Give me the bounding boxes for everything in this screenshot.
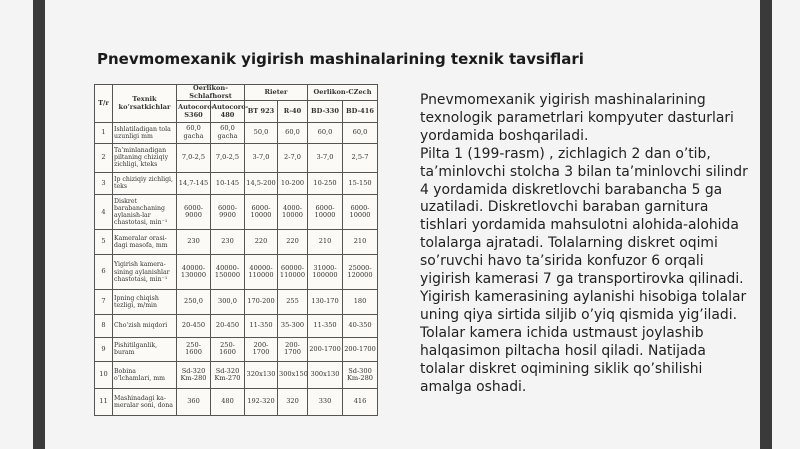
cell: 6000-10000 xyxy=(245,195,278,230)
cell: 230 xyxy=(177,230,211,255)
cell: 60,0 xyxy=(278,123,308,144)
cell: 220 xyxy=(278,230,308,255)
cell: 31000-100000 xyxy=(308,255,343,290)
header-param: Texnik ko’rsatkichlar xyxy=(113,85,177,123)
cell: 60000-110000 xyxy=(278,255,308,290)
cell: 25000-120000 xyxy=(343,255,378,290)
header-group: Oerlikon-CZech xyxy=(308,85,378,101)
cell: 14,7-145 xyxy=(177,172,211,195)
row-num: 3 xyxy=(95,172,113,195)
cell: 20-450 xyxy=(177,314,211,337)
cell: 7,0-2,5 xyxy=(177,143,211,172)
cell: 7,0-2,5 xyxy=(211,143,245,172)
spec-table xyxy=(94,84,378,416)
cell: 300x130 xyxy=(308,362,343,389)
row-param: Yigirish kamera-sining aylanishlar chastotasi, min⁻¹ xyxy=(113,255,177,290)
cell: 6000-10000 xyxy=(343,195,378,230)
row-param: Ipning chiqish tezligi, m/min xyxy=(113,290,177,315)
cell: 60,0 xyxy=(308,123,343,144)
header-model: Autocoro-S360 xyxy=(177,101,211,123)
cell: 40000-110000 xyxy=(245,255,278,290)
cell: 210 xyxy=(308,230,343,255)
cell: Sd-320 Km-280 xyxy=(177,362,211,389)
cell: 6000-9000 xyxy=(177,195,211,230)
row-param: Diskret barabanchaning aylanish-lar chastotasi, min⁻¹ xyxy=(113,195,177,230)
cell: 320x130 xyxy=(245,362,278,389)
cell: 50,0 xyxy=(245,123,278,144)
cell: 2,5-7 xyxy=(343,143,378,172)
cell: 192-320 xyxy=(245,389,278,416)
header-model: BT 923 xyxy=(245,101,278,123)
cell: 60,0 gacha xyxy=(211,123,245,144)
cell: 330 xyxy=(308,389,343,416)
cell: 250-1600 xyxy=(211,337,245,362)
cell: 230 xyxy=(211,230,245,255)
cell: 200-1700 xyxy=(245,337,278,362)
cell: 3-7,0 xyxy=(308,143,343,172)
cell: 210 xyxy=(343,230,378,255)
row-num: 5 xyxy=(95,230,113,255)
row-num: 9 xyxy=(95,337,113,362)
left-decor-bar xyxy=(33,0,45,449)
header-model: R-40 xyxy=(278,101,308,123)
row-param: Ta’minlanadigan piltaning chiziqiy zichligi, kteks xyxy=(113,143,177,172)
right-decor-bar xyxy=(760,0,772,449)
body-paragraph: Pnevmomexanik yigirish mashinalarining texnologik parametrlari kompyuter dasturlari yordamida boshqariladi. xyxy=(420,92,734,144)
row-param: Mashinadagi ka-meralar soni, dona xyxy=(113,389,177,416)
row-num: 8 xyxy=(95,314,113,337)
row-param: Cho’zish miqdori xyxy=(113,314,177,337)
row-num: 7 xyxy=(95,290,113,315)
cell: 6000-9900 xyxy=(211,195,245,230)
cell: 360 xyxy=(177,389,211,416)
cell: 11-350 xyxy=(308,314,343,337)
header-group: Oerlikon-Schlafhorst xyxy=(177,85,245,101)
cell: 220 xyxy=(245,230,278,255)
cell: 10-145 xyxy=(211,172,245,195)
cell: 130-170 xyxy=(308,290,343,315)
row-param: Kameralar orasi-dagi masofa, mm xyxy=(113,230,177,255)
cell: 4000-10000 xyxy=(278,195,308,230)
cell: 20-450 xyxy=(211,314,245,337)
body-paragraph: Pilta 1 (199-rasm) , zichlagich 2 dan o’tib, ta’minlovchi stolcha 3 bilan ta’minlovchi silindr 4 yordamida diskretlovchi barabancha 5 ga uzatiladi. Diskretlovchi baraban garnitura tishlari yordamida mahsulotni alohida-alohida tolalarga ajratadi. Tolalarning diskret oqimi so’ruvchi havo ta’sirida konfuzor 6 orqali yigirish kamerasi 7 ga transportirovka qilinadi. Yigirish kamerasining aylanishi hisobiga tolalar uning qiya sirtida siljib o’yiq qismida yig’iladi. Tolalar kamera ichida ustmaust joylashib halqasimon piltacha hosil qiladi. Natijada tolalar diskret oqimining siklik qo’shilishi amalga oshadi. xyxy=(420,145,748,395)
slide-title: Pnevmomexanik yigirish mashinalarining texnik tavsiflari xyxy=(97,50,584,68)
row-param: Pishitilganlik, buram xyxy=(113,337,177,362)
cell: 15-150 xyxy=(343,172,378,195)
cell: 200-1700 xyxy=(343,337,378,362)
row-param: Ip chiziqiy zichligi, teks xyxy=(113,172,177,195)
cell: 300x150 xyxy=(278,362,308,389)
cell: 200-1700 xyxy=(278,337,308,362)
cell: 416 xyxy=(343,389,378,416)
cell: 320 xyxy=(278,389,308,416)
header-group: Rieter xyxy=(245,85,308,101)
cell: 480 xyxy=(211,389,245,416)
row-num: 2 xyxy=(95,143,113,172)
cell: 40000-130000 xyxy=(177,255,211,290)
cell: 35-300 xyxy=(278,314,308,337)
row-num: 1 xyxy=(95,123,113,144)
cell: 40-350 xyxy=(343,314,378,337)
cell: 250-1600 xyxy=(177,337,211,362)
cell: 3-7,0 xyxy=(245,143,278,172)
header-model: Autocoro-480 xyxy=(211,101,245,123)
cell: 170-200 xyxy=(245,290,278,315)
header-num: T/r xyxy=(95,85,113,123)
cell: Sd-320 Km-270 xyxy=(211,362,245,389)
header-model: BD-330 xyxy=(308,101,343,123)
row-num: 10 xyxy=(95,362,113,389)
cell: 2-7,0 xyxy=(278,143,308,172)
row-num: 11 xyxy=(95,389,113,416)
body-text xyxy=(420,92,750,396)
cell: 10-200 xyxy=(278,172,308,195)
cell: 14,5-200 xyxy=(245,172,278,195)
cell: 255 xyxy=(278,290,308,315)
cell: 60,0 gacha xyxy=(177,123,211,144)
cell: 40000-150000 xyxy=(211,255,245,290)
header-model: BD-416 xyxy=(343,101,378,123)
cell: 250,0 xyxy=(177,290,211,315)
cell: Sd-300 Km-280 xyxy=(343,362,378,389)
cell: 10-250 xyxy=(308,172,343,195)
cell: 200-1700 xyxy=(308,337,343,362)
cell: 60,0 xyxy=(343,123,378,144)
cell: 180 xyxy=(343,290,378,315)
row-num: 6 xyxy=(95,255,113,290)
row-param: Bobina o’lchamlari, mm xyxy=(113,362,177,389)
cell: 300,0 xyxy=(211,290,245,315)
row-num: 4 xyxy=(95,195,113,230)
spec-table-image xyxy=(94,84,377,416)
row-param: Ishlatiladigan tola uzunligi mm xyxy=(113,123,177,144)
cell: 6000-10000 xyxy=(308,195,343,230)
cell: 11-350 xyxy=(245,314,278,337)
